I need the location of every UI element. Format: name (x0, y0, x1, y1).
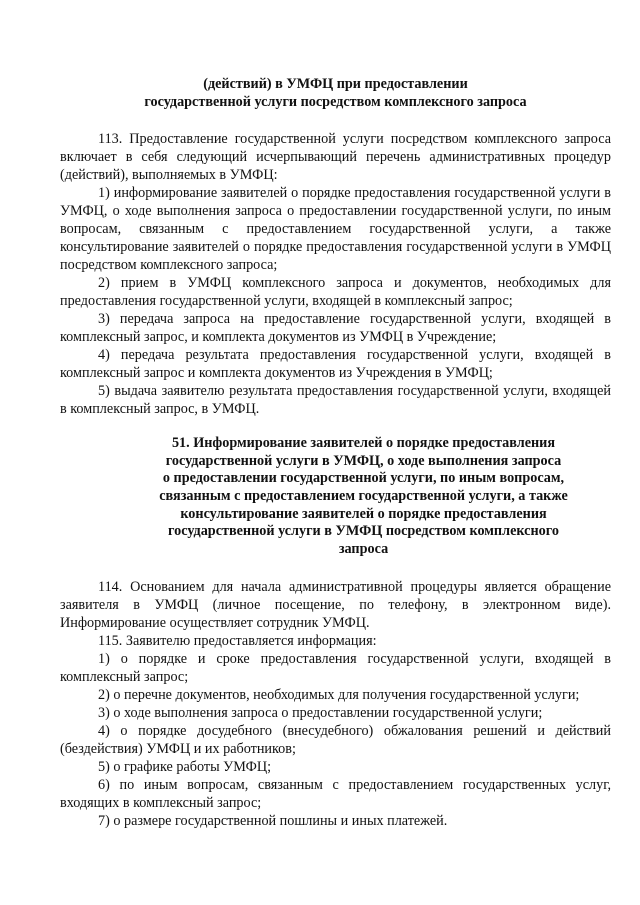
list-item-115-6: 6) по иным вопросам, связанным с предоставлением государственных услуг, входящих в комплексный запрос; (60, 777, 611, 812)
heading-51-line-4: связанным с предоставлением государственной услуги, а также (159, 487, 568, 504)
paragraph-115: 115. Заявителю предоставляется информация: (98, 633, 377, 650)
list-item-115-5: 5) о графике работы УМФЦ; (98, 759, 272, 776)
paragraph-114: 114. Основанием для начала административной процедуры является обращение заявителя в УМФЦ (личное посещение, по телефону, в электронном виде). Информирование осуществляет сотрудник УМФЦ. (60, 579, 611, 632)
section-heading-51 (136, 435, 591, 558)
section-2-body (60, 578, 611, 830)
section-1-body (60, 130, 611, 418)
list-item-115-7: 7) о размере государственной пошлины и иных платежей. (98, 813, 448, 830)
heading-51-line-2: государственной услуги в УМФЦ, о ходе выполнения запроса (165, 452, 562, 469)
list-item-113-2: 2) прием в УМФЦ комплексного запроса и документов, необходимых для предоставления государственной услуги, входящей в комплексный запрос; (60, 275, 611, 310)
document-page (60, 74, 611, 830)
section-heading-top (60, 76, 611, 111)
list-item-113-3: 3) передача запроса на предоставление государственной услуги, входящей в комплексный запрос, и комплекта документов из УМФЦ в Учреждение; (60, 311, 611, 346)
heading-top-line-1: (действий) в УМФЦ при предоставлении (203, 76, 468, 92)
list-item-115-2: 2) о перечне документов, необходимых для получения государственной услуги; (98, 687, 580, 704)
heading-51-line-1: 51. Информирование заявителей о порядке предоставления (171, 435, 556, 452)
list-item-115-4: 4) о порядке досудебного (внесудебного) обжалования решений и действий (бездействия) УМФЦ и их работников; (60, 723, 611, 758)
list-item-113-4: 4) передача результата предоставления государственной услуги, входящей в комплексный запрос и комплекта документов из Учреждения в УМФЦ; (60, 347, 611, 382)
heading-51-line-6: государственной услуги в УМФЦ посредством комплексного (168, 523, 559, 540)
heading-51-line-7: запроса (338, 540, 389, 557)
heading-top-line-2: государственной услуги посредством комплексного запроса (144, 93, 527, 110)
heading-51-line-5: консультирование заявителей о порядке предоставления (180, 505, 547, 522)
list-item-115-3: 3) о ходе выполнения запроса о предоставлении государственной услуги; (98, 705, 543, 722)
list-item-113-5: 5) выдача заявителю результата предоставления государственной услуги, входящей в комплексный запрос, в УМФЦ. (60, 383, 611, 418)
paragraph-113: 113. Предоставление государственной услуги посредством комплексного запроса включает в себя следующий исчерпывающий перечень административных процедур (действий), выполняемых в УМФЦ: (60, 131, 611, 184)
list-item-115-1: 1) о порядке и сроке предоставления государственной услуги, входящей в комплексный запрос; (60, 651, 611, 686)
heading-51-line-3: о предоставлении государственной услуги, по иным вопросам, (162, 470, 565, 487)
list-item-113-1: 1) информирование заявителей о порядке предоставления государственной услуги в УМФЦ, о ходе выполнения запроса о предоставлении государственной услуги, по иным вопросам, связанным с предоставлением государственной услуги, а также консультирование заявителей о порядке предоставления государственной услуги в УМФЦ посредством комплексного запроса; (60, 185, 611, 274)
